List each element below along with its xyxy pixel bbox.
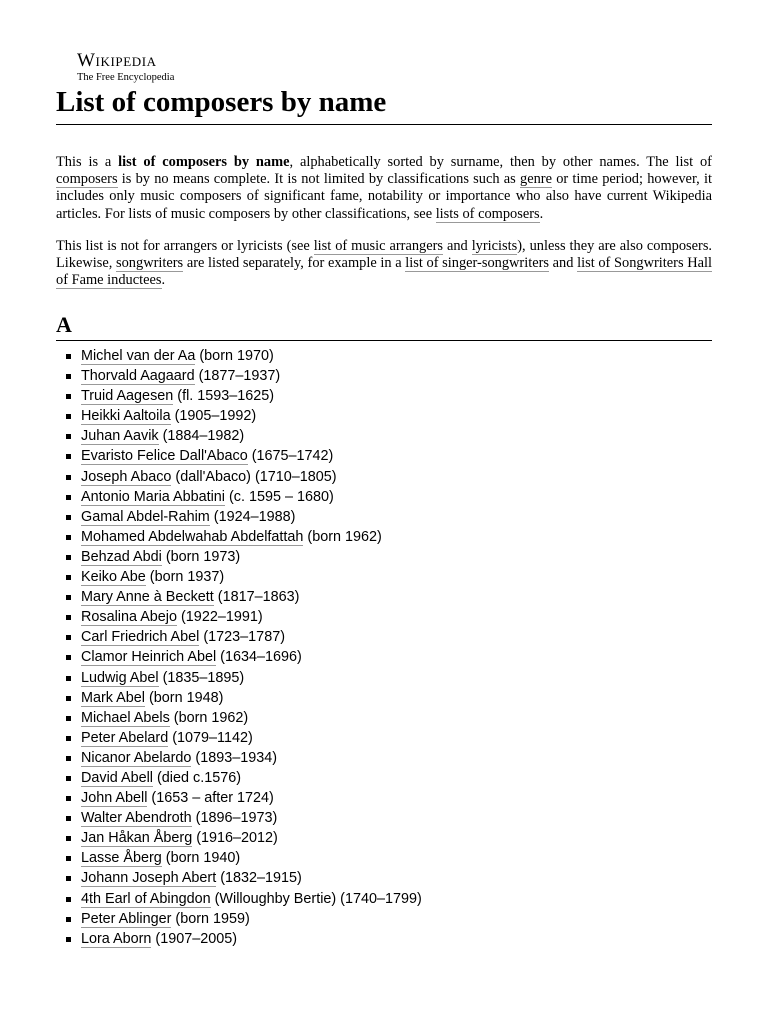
wikipedia-logo[interactable] bbox=[77, 51, 174, 84]
composer-link[interactable]: Peter Abelard bbox=[81, 729, 169, 746]
composer-link[interactable]: Johann Joseph Abert bbox=[81, 870, 217, 887]
composer-link[interactable]: Jan Håkan Åberg bbox=[81, 830, 193, 847]
composer-dates: (1653 – after 1724) bbox=[147, 790, 274, 807]
intro-bold-term: list of composers by name bbox=[118, 154, 290, 170]
composer-dates: (1835–1895) bbox=[158, 669, 245, 686]
intro-text-run: . bbox=[161, 272, 166, 289]
list-item bbox=[56, 426, 422, 446]
composer-link[interactable]: Keiko Abe bbox=[81, 569, 146, 586]
bullet-icon bbox=[66, 876, 71, 881]
composer-dates: (1893–1934) bbox=[191, 749, 278, 766]
composer-dates: (Willoughby Bertie) (1740–1799) bbox=[210, 890, 422, 907]
composer-dates: (1922–1991) bbox=[177, 609, 263, 626]
bullet-icon bbox=[66, 354, 71, 359]
bullet-icon bbox=[66, 917, 71, 922]
composer-link[interactable]: Carl Friedrich Abel bbox=[81, 629, 200, 646]
composer-link[interactable]: Ludwig Abel bbox=[81, 669, 159, 686]
bullet-icon bbox=[66, 414, 71, 419]
composer-link[interactable]: Truid Aagesen bbox=[81, 388, 174, 405]
composer-link[interactable]: Thorvald Aagaard bbox=[81, 368, 195, 385]
composer-link[interactable]: Gamal Abdel-Rahim bbox=[81, 508, 210, 525]
intro-text-run: is by no means complete. It is not limited by classifications such as bbox=[117, 171, 520, 188]
link-singer-songwriters[interactable]: list of singer-songwriters bbox=[405, 255, 549, 272]
composer-dates: (1884–1982) bbox=[158, 428, 245, 445]
composer-link[interactable]: Mohamed Abdelwahab Abdelfattah bbox=[81, 528, 304, 545]
bullet-icon bbox=[66, 937, 71, 942]
page-title: List of composers by name bbox=[56, 84, 712, 125]
bullet-icon bbox=[66, 897, 71, 902]
bullet-icon bbox=[66, 535, 71, 540]
composer-dates: (born 1959) bbox=[171, 910, 250, 927]
composer-dates: (c. 1595 – 1680) bbox=[225, 488, 334, 505]
list-item bbox=[56, 909, 422, 929]
list-item bbox=[56, 828, 422, 848]
list-item bbox=[56, 768, 422, 788]
bullet-icon bbox=[66, 475, 71, 480]
list-item bbox=[56, 748, 422, 768]
list-item bbox=[56, 647, 422, 667]
link-genre[interactable]: genre bbox=[520, 171, 552, 188]
composer-dates: (1877–1937) bbox=[194, 368, 281, 385]
composer-link[interactable]: Mary Anne à Beckett bbox=[81, 589, 214, 606]
list-item bbox=[56, 929, 422, 949]
bullet-icon bbox=[66, 756, 71, 761]
composer-dates: (1723–1787) bbox=[199, 629, 285, 646]
list-item bbox=[56, 487, 422, 507]
composer-link[interactable]: David Abell bbox=[81, 769, 153, 786]
list-item bbox=[56, 587, 422, 607]
composer-link[interactable]: Michel van der Aa bbox=[81, 348, 196, 364]
list-item bbox=[56, 708, 422, 728]
composer-dates: (born 1973) bbox=[161, 548, 241, 565]
bullet-icon bbox=[66, 816, 71, 821]
intro-text bbox=[56, 154, 712, 304]
bullet-icon bbox=[66, 655, 71, 660]
bullet-icon bbox=[66, 856, 71, 861]
composer-link[interactable]: Lora Aborn bbox=[81, 930, 152, 947]
composer-link[interactable]: Mark Abel bbox=[81, 689, 145, 706]
bullet-icon bbox=[66, 676, 71, 681]
list-item bbox=[56, 567, 422, 587]
composer-link[interactable]: Heikki Aaltoila bbox=[81, 408, 171, 425]
composer-list bbox=[56, 346, 422, 949]
composer-dates: (born 1940) bbox=[161, 850, 241, 867]
composer-dates: (born 1962) bbox=[303, 528, 382, 545]
link-songwriters-hall-of-fame[interactable]: list of Songwriters Hall of Fame inductees bbox=[56, 255, 712, 289]
link-composers[interactable]: composers bbox=[56, 171, 118, 188]
composer-link[interactable]: Joseph Abaco bbox=[81, 468, 172, 485]
intro-text-run: and bbox=[549, 255, 578, 272]
composer-link[interactable]: Behzad Abdi bbox=[81, 548, 162, 565]
bullet-icon bbox=[66, 736, 71, 741]
composer-dates: (1916–2012) bbox=[192, 830, 278, 847]
composer-link[interactable]: John Abell bbox=[81, 790, 148, 807]
list-item bbox=[56, 346, 422, 366]
bullet-icon bbox=[66, 394, 71, 399]
list-item bbox=[56, 366, 422, 386]
bullet-icon bbox=[66, 515, 71, 520]
composer-dates: (1079–1142) bbox=[168, 729, 253, 746]
bullet-icon bbox=[66, 796, 71, 801]
composer-dates: (born 1962) bbox=[169, 709, 249, 726]
list-item bbox=[56, 868, 422, 888]
composer-link[interactable]: Evaristo Felice Dall'Abaco bbox=[81, 448, 248, 465]
bullet-icon bbox=[66, 716, 71, 721]
list-item bbox=[56, 547, 422, 567]
bullet-icon bbox=[66, 635, 71, 640]
list-item bbox=[56, 728, 422, 748]
list-item bbox=[56, 607, 422, 627]
composer-dates: (born 1948) bbox=[145, 689, 224, 706]
bullet-icon bbox=[66, 575, 71, 580]
bullet-icon bbox=[66, 555, 71, 560]
link-lists-of-composers[interactable]: lists of composers bbox=[435, 205, 540, 222]
section-heading-a: A bbox=[56, 312, 712, 341]
list-item bbox=[56, 808, 422, 828]
bullet-icon bbox=[66, 776, 71, 781]
list-item bbox=[56, 668, 422, 688]
intro-text-run: , alphabetically sorted by surname, then by other names. The list of bbox=[289, 154, 712, 170]
composer-link[interactable]: Juhan Aavik bbox=[81, 428, 159, 445]
intro-text-run: and bbox=[443, 237, 472, 254]
intro-text-run: ), unless they are also composers. Likewise, bbox=[56, 237, 713, 272]
composer-link[interactable]: Peter Ablinger bbox=[81, 910, 172, 927]
composer-dates: (1634–1696) bbox=[216, 649, 302, 666]
bullet-icon bbox=[66, 595, 71, 600]
composer-dates: (1905–1992) bbox=[170, 408, 257, 425]
composer-link[interactable]: Antonio Maria Abbatini bbox=[81, 488, 225, 505]
list-item bbox=[56, 406, 422, 426]
composer-dates: (dall'Abaco) (1710–1805) bbox=[171, 468, 337, 485]
bullet-icon bbox=[66, 615, 71, 620]
intro-text-run: . bbox=[539, 205, 544, 222]
logo-wordmark: Wikipedia bbox=[77, 50, 157, 71]
intro-paragraph-1 bbox=[56, 154, 712, 223]
composer-link[interactable]: Rosalina Abejo bbox=[81, 609, 178, 626]
composer-dates: (1896–1973) bbox=[191, 810, 278, 827]
link-music-arrangers[interactable]: list of music arrangers bbox=[313, 237, 444, 254]
intro-text-run: This list is not for arrangers or lyricists (see bbox=[56, 237, 314, 254]
composer-link[interactable]: Nicanor Abelardo bbox=[81, 749, 192, 766]
bullet-icon bbox=[66, 374, 71, 379]
composer-dates: (1832–1915) bbox=[216, 870, 302, 887]
list-item bbox=[56, 467, 422, 487]
intro-paragraph-2 bbox=[56, 238, 712, 290]
composer-dates: (died c.1576) bbox=[153, 769, 241, 786]
link-songwriters[interactable]: songwriters bbox=[116, 255, 184, 272]
list-item bbox=[56, 889, 422, 909]
list-item bbox=[56, 527, 422, 547]
composer-link[interactable]: Walter Abendroth bbox=[81, 810, 192, 827]
composer-dates: (born 1970) bbox=[195, 348, 274, 364]
composer-dates: (1924–1988) bbox=[209, 508, 296, 525]
bullet-icon bbox=[66, 696, 71, 701]
intro-text-run: This is a bbox=[56, 154, 119, 170]
list-item bbox=[56, 627, 422, 647]
list-item bbox=[56, 507, 422, 527]
composer-dates: (1907–2005) bbox=[151, 930, 238, 947]
composer-dates: (fl. 1593–1625) bbox=[173, 388, 275, 405]
logo-tagline: The Free Encyclopedia bbox=[77, 72, 175, 83]
composer-dates: (1817–1863) bbox=[213, 589, 300, 606]
composer-link[interactable]: Clamor Heinrich Abel bbox=[81, 649, 217, 666]
bullet-icon bbox=[66, 454, 71, 459]
bullet-icon bbox=[66, 836, 71, 841]
intro-text-run: or time period; however, it includes only music composers of significant fame, notability or importance who also have current Wikipedia articles. For lists of music composers by other classifications, see bbox=[56, 171, 712, 222]
list-item bbox=[56, 848, 422, 868]
list-item bbox=[56, 386, 422, 406]
bullet-icon bbox=[66, 495, 71, 500]
composer-link[interactable]: Lasse Åberg bbox=[81, 850, 162, 867]
link-lyricists[interactable]: lyricists bbox=[471, 237, 518, 254]
list-item bbox=[56, 446, 422, 466]
composer-link[interactable]: Michael Abels bbox=[81, 709, 170, 726]
intro-text-run: are listed separately, for example in a bbox=[183, 255, 406, 272]
list-item bbox=[56, 788, 422, 808]
composer-dates: (born 1937) bbox=[145, 569, 225, 586]
composer-link[interactable]: 4th Earl of Abingdon bbox=[81, 890, 211, 907]
list-item bbox=[56, 688, 422, 708]
bullet-icon bbox=[66, 434, 71, 439]
composer-dates: (1675–1742) bbox=[247, 448, 334, 465]
